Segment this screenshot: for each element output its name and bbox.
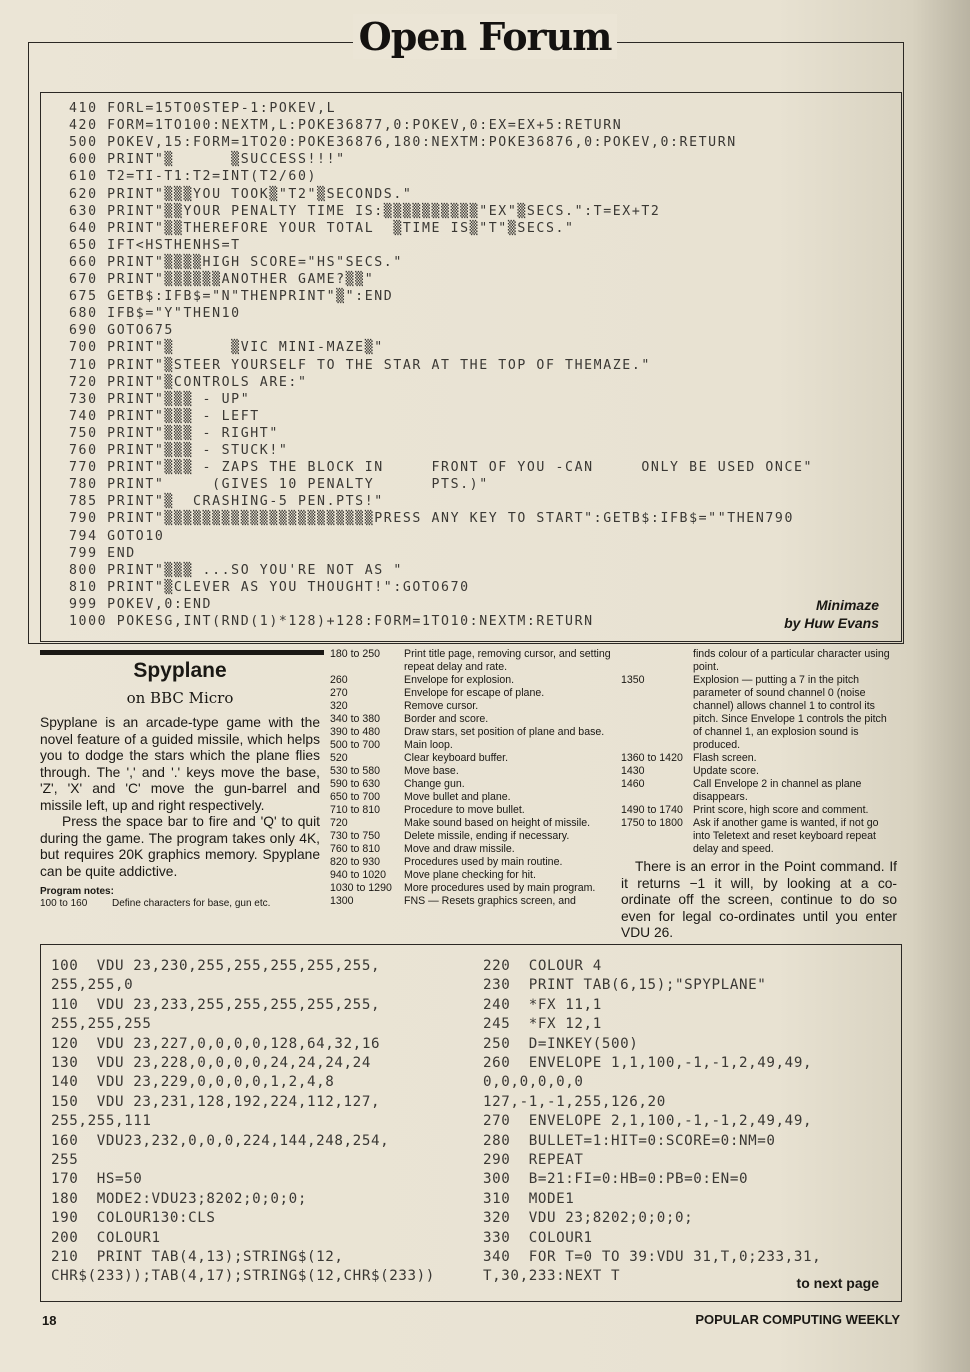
code-line: 740 PRINT"▒▒▒ - LEFT [69,408,260,424]
program-note [330,713,613,726]
note-range: 710 to 810 [330,804,381,816]
program-note [330,869,613,882]
note-text: Draw stars, set position of plane and base. [404,726,605,738]
program-note [330,687,613,700]
program-note [621,804,897,817]
program-notes-column-1 [330,648,613,908]
publication-name: POPULAR COMPUTING WEEKLY [695,1312,900,1327]
note-range: 260 [330,674,348,686]
code-line: 640 PRINT"▒▒THEREFORE YOUR TOTAL ▒TIME IS▒"T"▒SECS." [69,220,575,236]
code-line: 200 COLOUR1 [51,1229,161,1246]
note-range: 650 to 700 [330,791,381,803]
code-line: 680 IFB$="Y"THEN10 [69,306,241,322]
code-line: 600 PRINT"▒ ▒SUCCESS!!!" [69,152,346,168]
code-line: 610 T2=TI-T1:T2=INT(T2/60) [69,169,318,185]
code-line: 290 REPEAT [483,1152,584,1168]
program-note [621,674,897,752]
code-line: 240 *FX 11,1 [483,996,602,1013]
note-range: 940 to 1020 [330,869,386,881]
note-range: 820 to 930 [330,856,381,868]
note-range: 1300 [330,895,354,907]
program-note [330,830,613,843]
credit-author: by Huw Evans [784,615,879,631]
code-line: 280 BULLET=1:HIT=0:SCORE=0:NM=0 [483,1132,776,1149]
program-note [330,856,613,869]
code-line: 127,-1,-1,255,126,20 [483,1093,666,1110]
note-text: Move plane checking for hit. [404,869,536,881]
to-next-page: to next page [796,1275,879,1291]
note-text: Clear keyboard buffer. [404,752,509,764]
program-note [330,726,613,739]
credit [784,596,879,632]
code-line: 670 PRINT"▒▒▒▒▒▒ANOTHER GAME?▒▒" [69,272,375,287]
heading-rule [40,650,324,655]
error-paragraph: There is an error in the Point command. If it returns −1 it will, by looking at a co-ordinate off the screen, continue to do so even for legal co-ordinates until you enter VDU 26. [621,859,897,940]
code-line: 760 PRINT"▒▒▒ - STUCK!" [69,443,289,458]
note-range: 340 to 380 [330,713,381,725]
code-line: 500 POKEV,15:FORM=1TO20:POKE36876,180:NEXTM:POKE36876,0:POKEV,0:RETURN [69,135,737,151]
code-line: 700 PRINT"▒ ▒VIC MINI-MAZE▒" [69,340,384,356]
note-range: 720 [330,817,348,829]
code-line: 160 VDU23,232,0,0,0,224,144,248,254, [51,1132,390,1149]
code-line: T,30,233:NEXT T [483,1268,621,1285]
code-line: 710 PRINT"▒STEER YOURSELF TO THE STAR AT THE TOP OF THEMAZE." [69,357,651,373]
note-text: finds colour of a particular character using point. [693,648,890,673]
code-line: 220 COLOUR 4 [483,958,602,974]
code-line: 230 PRINT TAB(6,15);"SPYPLANE" [483,977,767,994]
note-range: 100 to 160 [40,898,88,909]
code-line: 245 *FX 12,1 [483,1016,602,1033]
article-title: Spyplane [133,659,227,682]
note-range: 320 [330,700,348,712]
code-line: 750 PRINT"▒▒▒ - RIGHT" [69,425,279,441]
code-line: 320 VDU 23;8202;0;0;0; [483,1210,694,1227]
code-line: 0,0,0,0,0,0 [483,1074,584,1091]
code-line: 690 GOTO675 [69,323,174,339]
code-line: 420 FORM=1TO100:NEXTM,L:POKE36877,0:POKEV,0:EX=EX+5:RETURN [69,118,623,134]
note-text: Border and score. [404,713,489,725]
code-line: 130 VDU 23,228,0,0,0,0,24,24,24,24 [51,1055,371,1071]
code-line: 799 END [69,545,136,561]
program-note [330,895,613,908]
code-line: 630 PRINT"▒▒YOUR PENALTY TIME IS:▒▒▒▒▒▒▒▒▒▒"EX"▒SECS.":T=EX+T2 [69,203,661,219]
article-paragraph-2: Press the space bar to fire and 'Q' to quit during the game. The program takes only 4K, but requires 20K graphics memory. Spyplane can be quite addictive. [40,814,320,879]
minimaze-listing [40,92,902,642]
note-text: Make sound based on height of missile. [404,817,591,829]
note-text: Define characters for base, gun etc. [112,898,271,909]
code-line: 100 VDU 23,230,255,255,255,255,255, [51,958,381,974]
program-note [330,648,613,674]
note-range: 730 to 750 [330,830,381,842]
code-line: 255,255,111 [51,1113,152,1130]
code-line: 300 B=21:FI=0:HB=0:PB=0:EN=0 [483,1171,749,1188]
code-line: 140 VDU 23,229,0,0,0,0,1,2,4,8 [51,1074,335,1091]
note-range [621,648,693,674]
note-text: Main loop. [404,739,453,751]
code-line: 794 GOTO10 [69,528,165,544]
program-notes-heading: Program notes: [40,886,114,897]
program-note [330,752,613,765]
note-text: Remove cursor. [404,700,479,712]
note-range: 590 to 630 [330,778,381,790]
program-note [330,674,613,687]
code-line: 330 COLOUR1 [483,1229,593,1246]
program-note [621,765,897,778]
code-line: 190 COLOUR130:CLS [51,1210,216,1227]
note-text: Move and draw missile. [404,843,515,855]
code-line: 255 [51,1152,79,1168]
code-line: 1000 POKESG,INT(RND(1)*128)+128:FORM=1TO10:NEXTM:RETURN [69,614,594,629]
code-line: 110 VDU 23,233,255,255,255,255,255, [51,996,381,1013]
code-line: 410 FORL=15TO0STEP-1:POKEV,L [69,101,337,116]
code-line: 270 ENVELOPE 2,1,100,-1,-1,2,49,49, [483,1113,813,1130]
code-line: 650 IFT<HSTHENHS=T [69,237,241,253]
code-line: 340 FOR T=0 TO 39:VDU 31,T,0;233,31, [483,1249,822,1265]
code-line: 785 PRINT"▒ CRASHING-5 PEN.PTS!" [69,494,384,510]
program-note [40,897,320,910]
code-line: 730 PRINT"▒▒▒ - UP" [69,391,251,407]
code-line: 255,255,0 [51,977,134,994]
code-line: 999 POKEV,0:END [69,596,213,612]
note-text: Call Envelope 2 in channel as plane disappears. [693,778,862,803]
note-text: Move bullet and plane. [404,791,511,803]
article-paragraph-1: Spyplane is an arcade-type game with the novel feature of a guided missile, which helps you to dodge the stars which the plane flies through. The ',' and '.' keys move the base, 'Z', 'X' and 'C' move the gun-barrel and missile left, up and right respectively. [40,715,320,813]
note-text: Delete missile, ending if necessary. [404,830,570,842]
program-note [330,843,613,856]
program-note [330,882,613,895]
program-note [330,791,613,804]
note-text: Update score. [693,765,759,777]
note-text: Print score, high score and comment. [693,804,869,816]
code-line: 810 PRINT"▒CLEVER AS YOU THOUGHT!":GOTO670 [69,579,470,595]
program-note [330,804,613,817]
program-note [330,765,613,778]
program-note [621,817,897,856]
code-line: 210 PRINT TAB(4,13);STRING$(12, [51,1249,344,1265]
spyplane-article [40,650,320,910]
code-line: 150 VDU 23,231,128,192,224,112,127, [51,1093,381,1110]
code-line: 310 MODE1 [483,1190,575,1207]
note-text: Procedures used by main routine. [404,856,563,868]
program-notes-column-2 [621,648,897,942]
note-range: 1750 to 1800 [621,817,683,829]
program-note [621,752,897,765]
note-range: 180 to 250 [330,648,381,660]
note-text: FNS — Resets graphics screen, and [404,895,576,907]
code-line: 675 GETB$:IFB$="N"THENPRINT"▒":END [69,289,394,305]
code-line: 790 PRINT"▒▒▒▒▒▒▒▒▒▒▒▒▒▒▒▒▒▒▒▒▒▒PRESS ANY KEY TO START":GETB$:IFB$=""THEN790 [69,511,795,527]
note-range: 1360 to 1420 [621,752,683,764]
code-line: 800 PRINT"▒▒▒ ...SO YOU'RE NOT AS " [69,562,403,578]
code-line: 620 PRINT"▒▒▒YOU TOOK▒"T2"▒SECONDS." [69,186,413,202]
note-range: 520 [330,752,348,764]
code-line: 180 MODE2:VDU23;8202;0;0;0; [51,1190,307,1207]
code-line: 250 D=INKEY(500) [483,1035,639,1052]
note-range: 1460 [621,778,645,790]
code-line: CHR$(233));TAB(4,17);STRING$(12,CHR$(233)) [51,1268,435,1285]
note-text: More procedures used by main program. [404,882,596,894]
program-note [330,700,613,713]
program-note [330,778,613,791]
note-range: 1350 [621,674,645,686]
note-text: Procedure to move bullet. [404,804,525,816]
note-text: Change gun. [404,778,465,790]
program-note [621,778,897,804]
note-text: Envelope for explosion. [404,674,515,686]
note-text: Flash screen. [693,752,757,764]
note-range: 270 [330,687,348,699]
note-text: Explosion — putting a 7 in the pitch parameter of sound channel 0 (noise channel) allows channel 1 to control its pitch. Since Envelope 1 controls the pitch of channel 1, an explosion sound is produced. [693,674,887,751]
note-text: Ask if another game is wanted, if not go into Teletext and reset keyboard repeat delay and speed. [693,817,879,855]
program-note [330,739,613,752]
spyplane-listing [40,944,902,1302]
program-note [621,648,897,674]
page-title: Open Forum [0,14,970,59]
note-text: Envelope for escape of plane. [404,687,545,699]
code-line: 770 PRINT"▒▒▒ - ZAPS THE BLOCK IN FRONT OF YOU -CAN ONLY BE USED ONCE" [69,460,814,476]
credit-title: Minimaze [815,597,879,613]
note-text: Print title page, removing cursor, and setting repeat delay and rate. [404,648,611,673]
code-line: 120 VDU 23,227,0,0,0,0,128,64,32,16 [51,1035,381,1052]
note-range: 500 to 700 [330,739,381,751]
note-range: 1430 [621,765,645,777]
code-line: 260 ENVELOPE 1,1,100,-1,-1,2,49,49, [483,1055,813,1071]
page-number: 18 [42,1313,57,1328]
code-line: 780 PRINT" (GIVES 10 PENALTY PTS.)" [69,477,489,493]
note-range: 390 to 480 [330,726,381,738]
article-subtitle: on BBC Micro [126,689,234,707]
note-text: Move base. [404,765,459,777]
program-note [330,817,613,830]
note-range: 1490 to 1740 [621,804,683,816]
code-line: 660 PRINT"▒▒▒▒HIGH SCORE="HS"SECS." [69,254,403,270]
note-range: 1030 to 1290 [330,882,392,894]
note-range: 530 to 580 [330,765,381,777]
code-line: 170 HS=50 [51,1171,143,1188]
note-range: 760 to 810 [330,843,381,855]
code-line: 720 PRINT"▒CONTROLS ARE:" [69,374,308,390]
code-line: 255,255,255 [51,1016,152,1033]
